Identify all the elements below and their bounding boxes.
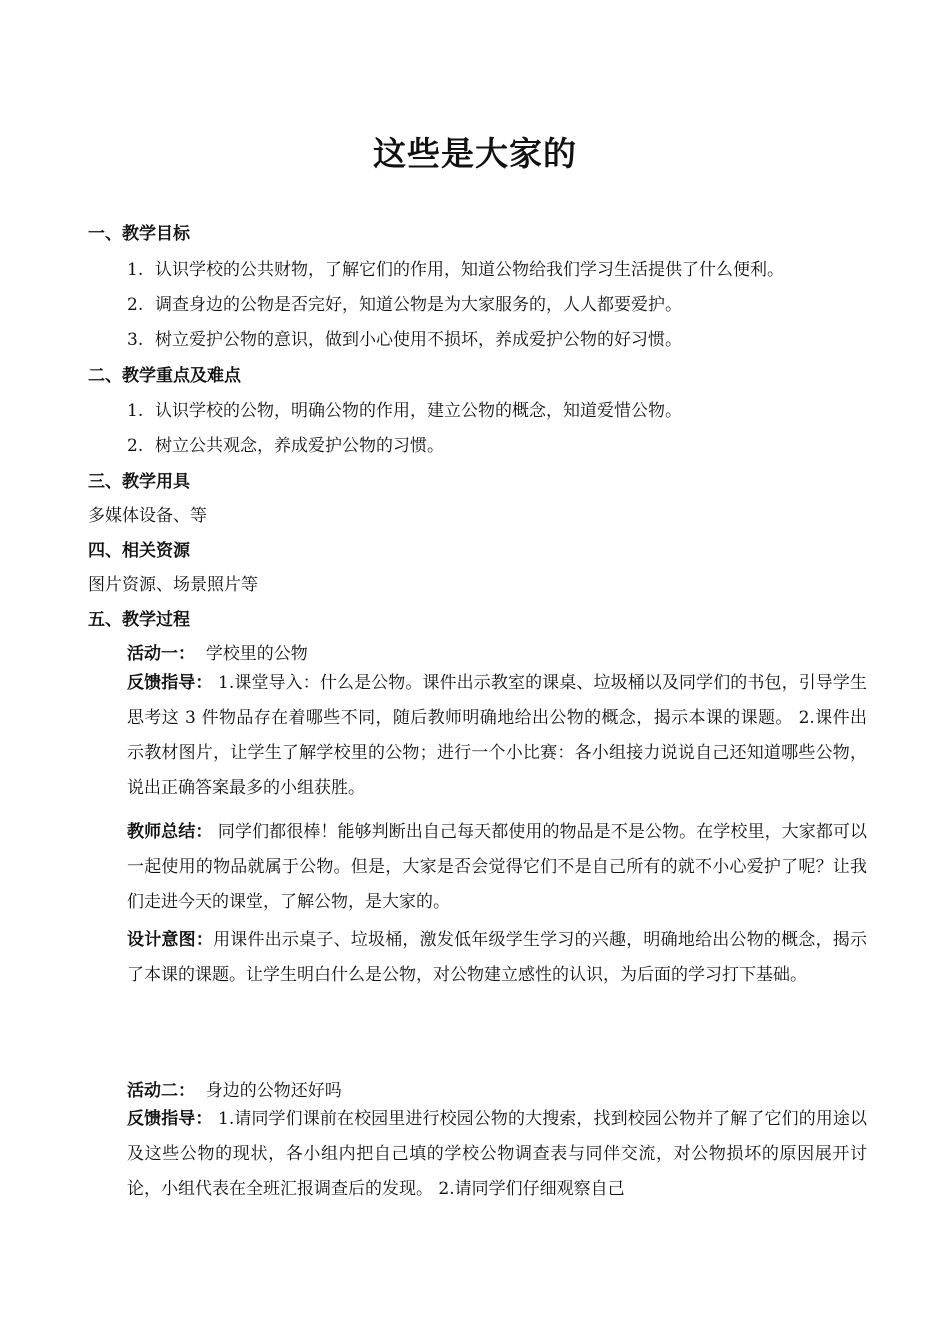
- resources-text: 图片资源、场景照片等: [88, 575, 258, 595]
- objective-item: [127, 255, 784, 280]
- section-heading-resources: 四、相关资源: [88, 541, 190, 561]
- item-text: 树立爱护公物的意识，做到小心使用不损坏，养成爱护公物的好习惯。: [155, 330, 682, 350]
- activity-label: 活动二：: [127, 1081, 195, 1101]
- item-text: 树立公共观念，养成爱护公物的习惯。: [155, 436, 444, 456]
- activity-one-feedback: [127, 666, 867, 806]
- feedback-text: 1.请同学们课前在校园里进行校园公物的大搜索，找到校园公物并了解了它们的用途以及这些公物的现状，各小组内把自己填的学校公物调查表与同伴交流，对公物损坏的原因展开讨论，小组代表在全班汇报调查后的发现。 2.请同学们仔细观察自己: [127, 1109, 868, 1199]
- activity-one-summary: [127, 815, 867, 920]
- feedback-text: 1.课堂导入：什么是公物。课件出示教室的课桌、垃圾桶以及同学们的书包，引导学生思考这 3 件物品存在着哪些不同，随后教师明确地给出公物的概念，揭示本课的课题。 2.课件出示教材图片，让学生了解学校里的公物；进行一个小比赛：各小组接力说说自己还知道哪些公物，说出正确答案最多的小组获胜。: [127, 673, 868, 798]
- feedback-label: 反馈指导：: [127, 673, 213, 693]
- activity-two-feedback: [127, 1102, 867, 1207]
- item-number: 1.: [127, 401, 144, 421]
- section-heading-tools: 三、教学用具: [88, 472, 190, 492]
- item-number: 2.: [127, 295, 144, 315]
- activity-name: 身边的公物还好吗: [205, 1081, 342, 1101]
- key-point-item: [127, 396, 682, 421]
- section-heading-key-points: 二、教学重点及难点: [88, 366, 241, 386]
- page-title: 这些是大家的: [373, 134, 577, 173]
- activity-one-design: [127, 923, 867, 993]
- activity-name: 学校里的公物: [205, 644, 308, 664]
- summary-label: 教师总结：: [127, 822, 213, 842]
- tools-text: 多媒体设备、等: [88, 506, 207, 526]
- item-number: 1.: [127, 260, 144, 280]
- item-text: 认识学校的公共财物，了解它们的作用，知道公物给我们学习生活提供了什么便利。: [155, 260, 784, 280]
- item-number: 3.: [127, 330, 144, 350]
- feedback-label: 反馈指导：: [127, 1109, 213, 1129]
- key-point-item: [127, 431, 444, 456]
- design-label: 设计意图：: [127, 930, 214, 950]
- section-heading-objectives: 一、教学目标: [88, 224, 190, 244]
- activity-label: 活动一：: [127, 644, 195, 664]
- summary-text: 同学们都很棒！能够判断出自己每天都使用的物品是不是公物。在学校里，大家都可以一起使用的物品就属于公物。但是，大家是否会觉得它们不是自己所有的就不小心爱护了呢？让我们走进今天的课堂，了解公物，是大家的。: [127, 822, 868, 912]
- item-text: 认识学校的公物，明确公物的作用，建立公物的概念，知道爱惜公物。: [155, 401, 682, 421]
- activity-two-title: [127, 1076, 342, 1101]
- item-text: 调查身边的公物是否完好，知道公物是为大家服务的，人人都要爱护。: [155, 295, 682, 315]
- section-heading-process: 五、教学过程: [88, 610, 190, 630]
- objective-item: [127, 290, 682, 315]
- activity-one-title: [127, 639, 308, 664]
- objective-item: [127, 325, 682, 350]
- item-number: 2.: [127, 436, 144, 456]
- design-text: 用课件出示桌子、垃圾桶，激发低年级学生学习的兴趣，明确地给出公物的概念，揭示了本课的课题。让学生明白什么是公物，对公物建立感性的认识，为后面的学习打下基础。: [127, 930, 868, 985]
